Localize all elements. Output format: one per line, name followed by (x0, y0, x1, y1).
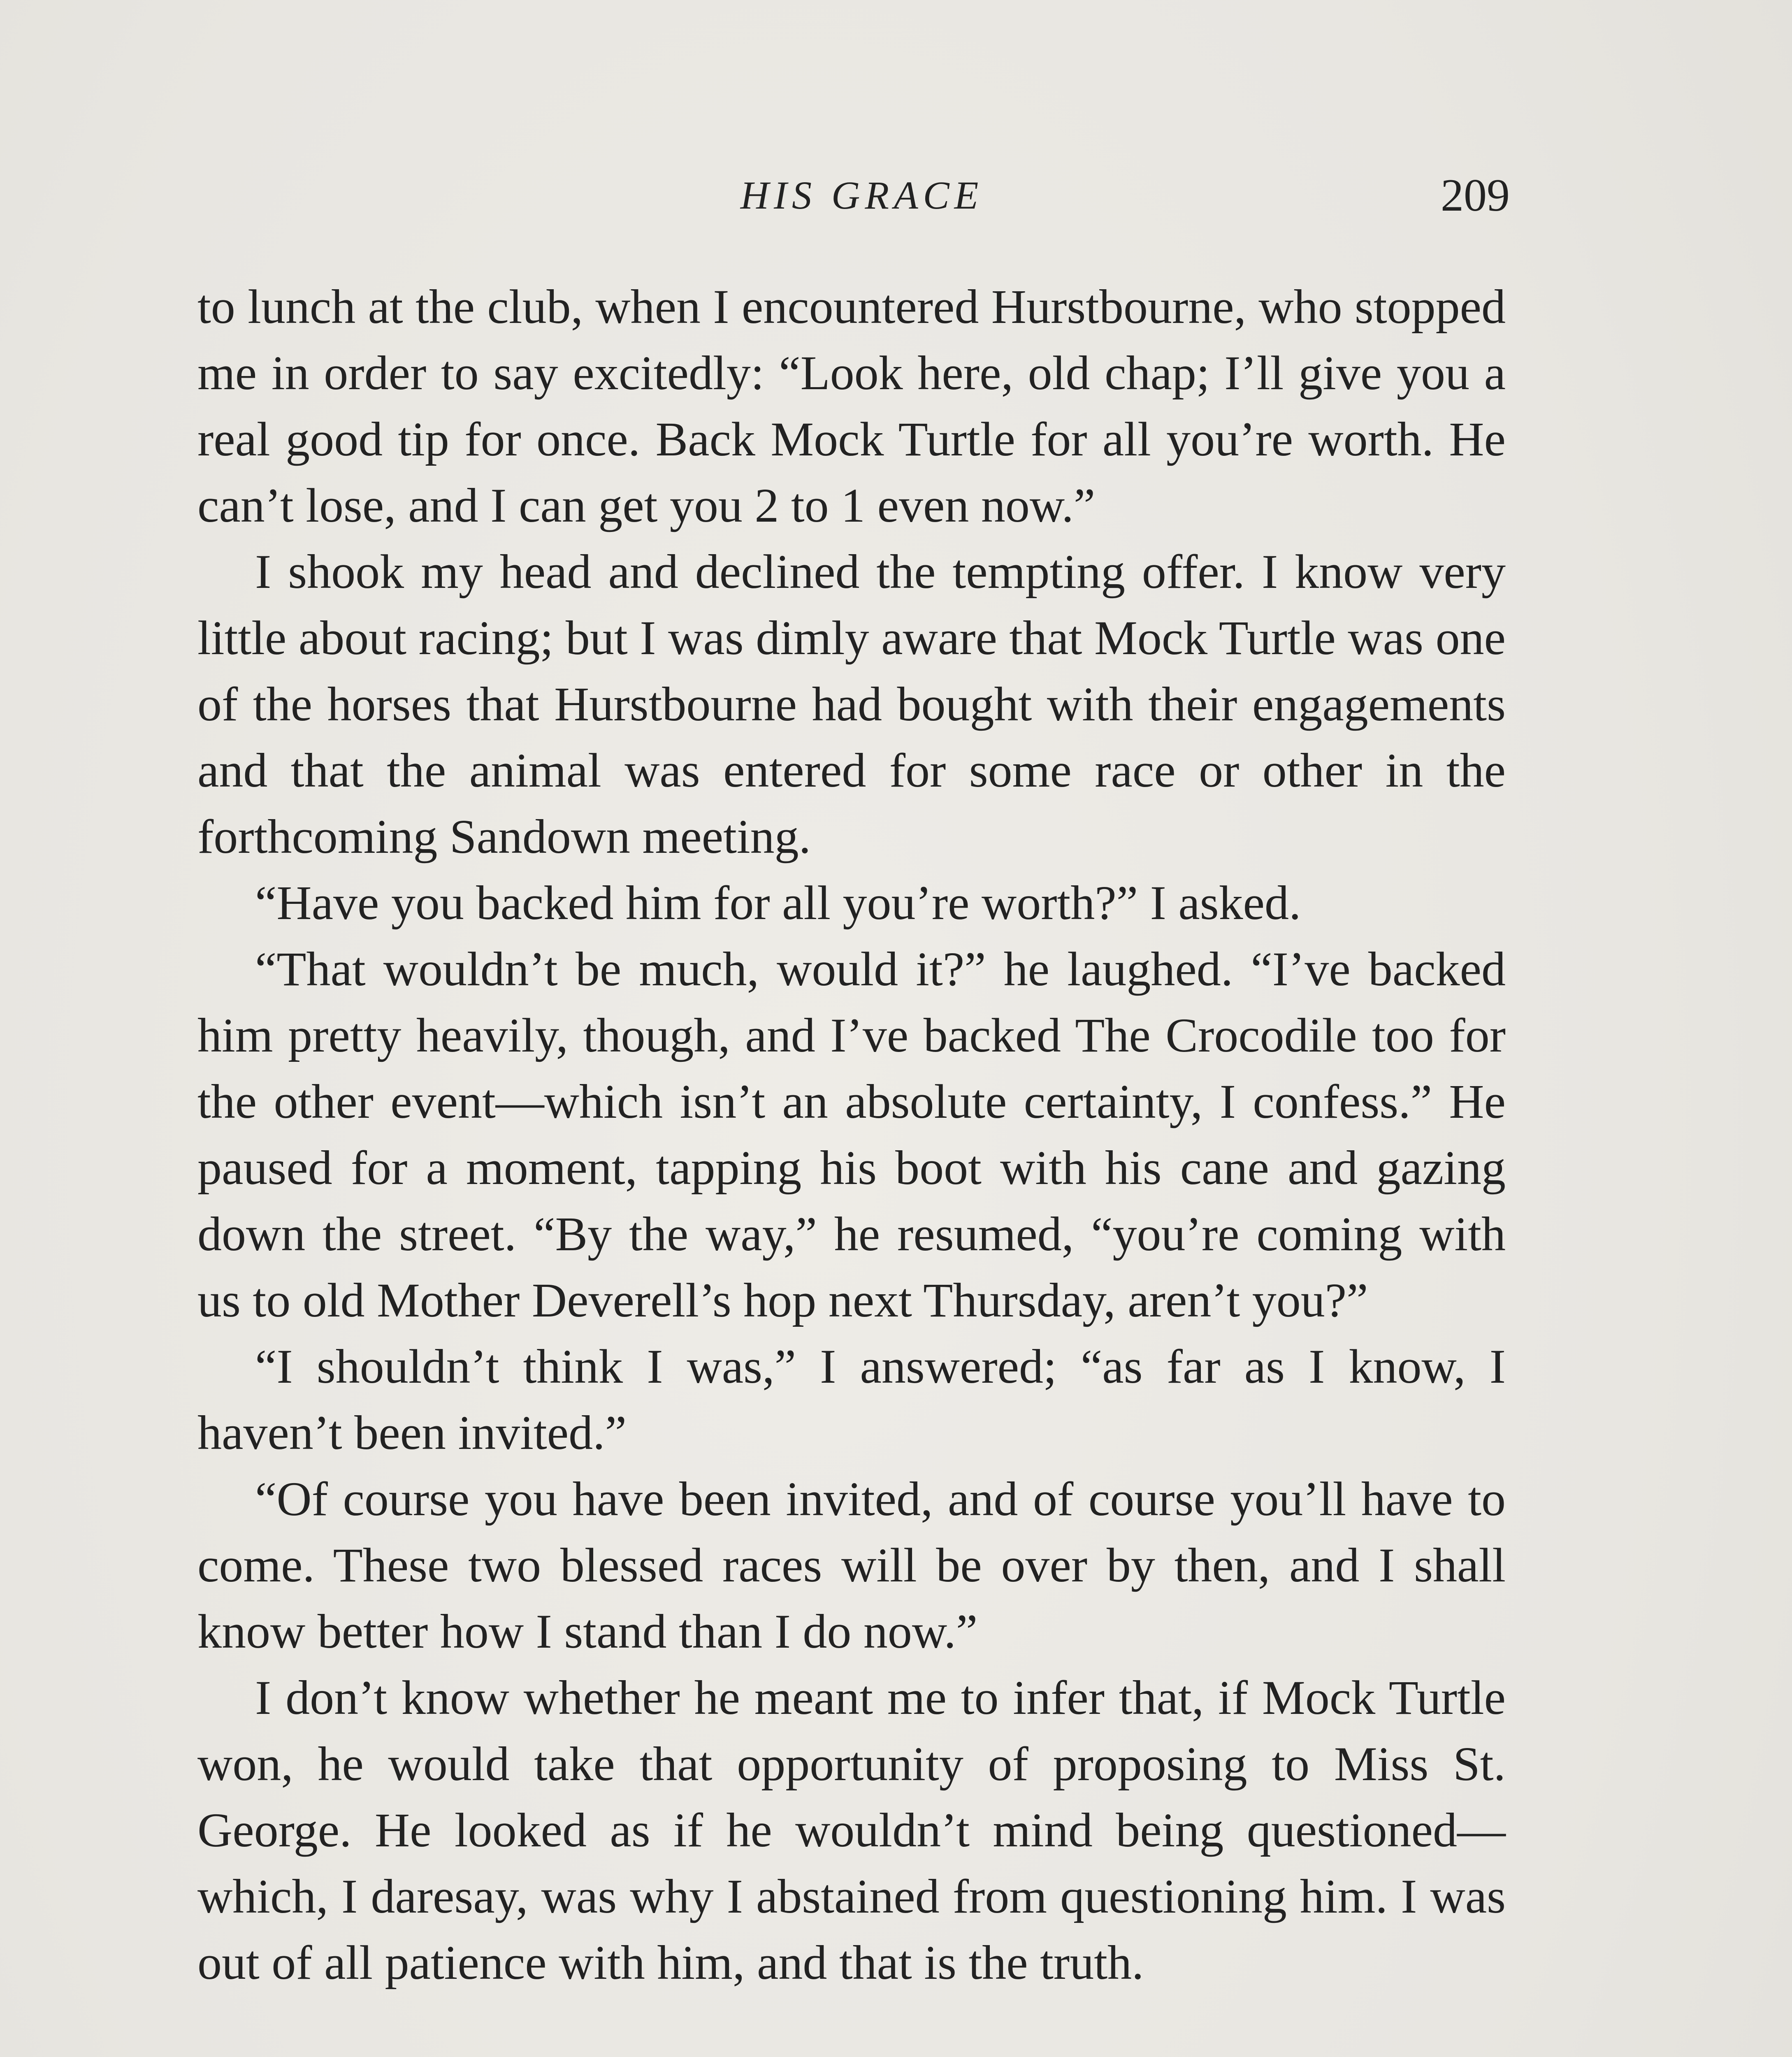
paragraph-2: I shook my head and declined the tempting offer. I know very little about racing; but I was dimly aware that Mock Turtle was one of the horses that Hurstbourne had bought with their engagements and that the animal was entered for some race or other in the forthcoming Sandown meeting. (197, 545, 1506, 864)
paragraph-6: “Of course you have been invited, and of course you’ll have to come. These two blessed races will be over by then, and I shall know better how I stand than I do now.” (197, 1472, 1506, 1658)
running-title: HIS GRACE (740, 173, 984, 217)
paragraph-1: to lunch at the club, when I encountered Hurstbourne, who stopped me in order to say excitedly: “Look here, old chap; I’ll give you a real good tip for once. Back Mock Turtle for all you’re worth. He can’t lose, and I can get you 2 to 1 even now.” (197, 280, 1506, 532)
paragraph-4: “That wouldn’t be much, would it?” he laughed. “I’ve backed him pretty heavily, though, and I’ve backed The Crocodile too for the other event—which isn’t an absolute certainty, I confess.” He paused for a moment, tapping his boot with his cane and gazing down the street. “By the way,” he resumed, “you’re coming with us to old Mother Deverell’s hop next Thursday, aren’t you?” (197, 942, 1506, 1327)
page-number: 209 (1441, 170, 1510, 221)
body-text (197, 274, 1506, 1996)
running-head (197, 165, 1510, 226)
paragraph-7: I don’t know whether he meant me to infer that, if Mock Turtle won, he would take that opportunity of proposing to Miss St. George. He looked as if he wouldn’t mind being questioned—which, I daresay, was why I abstained from questioning him. I was out of all patience with him, and that is the truth. (197, 1671, 1506, 1990)
paragraph-3: “Have you backed him for all you’re worth?” I asked. (255, 876, 1301, 930)
paragraph-5: “I shouldn’t think I was,” I answered; “as far as I know, I haven’t been invited.” (197, 1340, 1506, 1460)
